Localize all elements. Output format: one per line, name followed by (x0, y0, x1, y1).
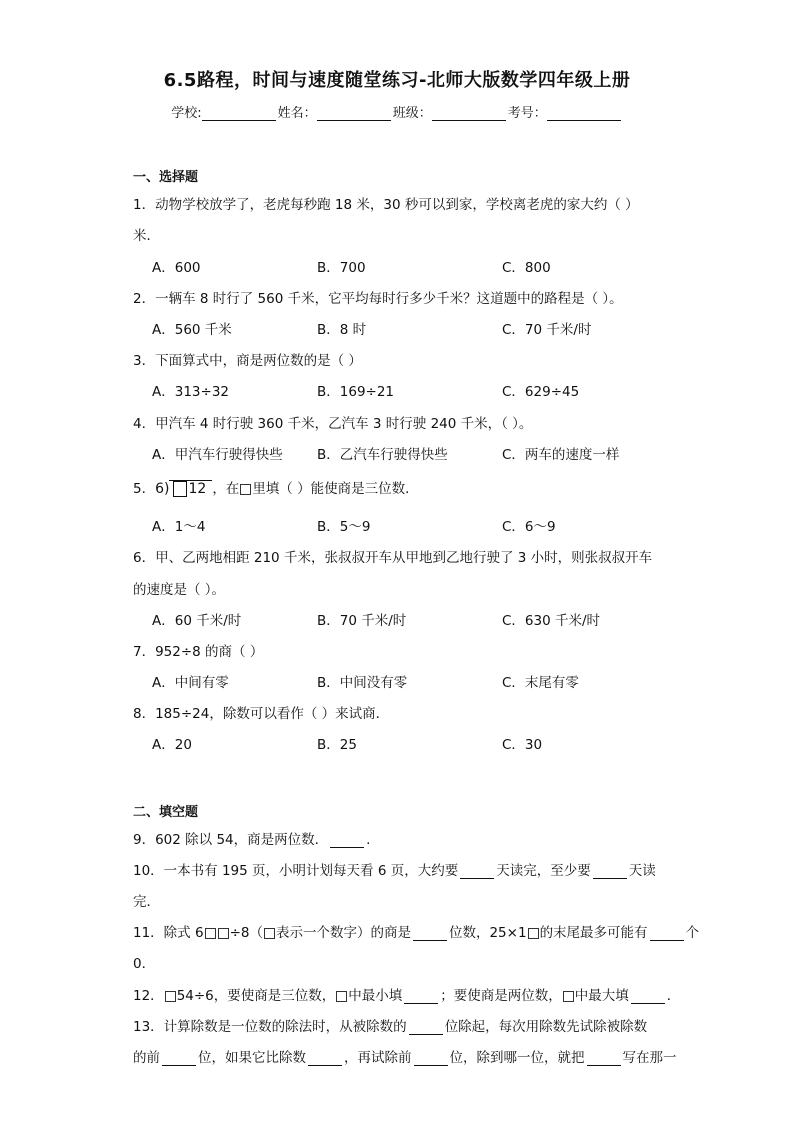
question-10-part-c: 天读 (628, 863, 656, 879)
question-1-text: 1．动物学校放学了，老虎每秒跑 18 米，30 秒可以到家，学校离老虎的家大约（ ） (133, 197, 639, 213)
question-8-text: 8．185÷24，除数可以看作（ ）来试商． (133, 706, 390, 722)
question-5-text (133, 477, 419, 497)
question-10-part-a: 10．一本书有 195 页，小明计划每天看 6 页，大约要 (133, 863, 459, 879)
question-5-text-b: 里填（ ）能使商是三位数． (252, 481, 419, 497)
question-11-part-f: 个 (685, 925, 700, 941)
question-11-part-e: 的末尾最多可能有 (539, 925, 648, 941)
answer-blank[interactable] (460, 864, 494, 879)
question-7-text: 7．952÷8 的商（ ） (133, 644, 264, 660)
answer-blank[interactable] (593, 864, 627, 879)
square-placeholder (528, 928, 539, 939)
long-division-symbol: 6) 12 (155, 481, 212, 497)
question-13-text (133, 1015, 647, 1035)
name-blank[interactable] (317, 106, 391, 121)
option-a[interactable]: A．313÷32 (152, 384, 229, 400)
digit-box (173, 481, 187, 497)
class-label: 班级： (392, 106, 432, 121)
question-12-part-a: 12． (133, 988, 164, 1004)
student-info-line (0, 102, 794, 121)
question-12-part-d: ；要使商是两位数， (440, 988, 562, 1004)
option-c[interactable]: C．30 (502, 737, 543, 753)
question-13-part-e: ，再试除前 (344, 1050, 412, 1066)
question-11-part-d: 位数，25×1 (448, 925, 527, 941)
option-a[interactable]: A．中间有零 (152, 675, 229, 691)
answer-blank[interactable] (650, 926, 684, 941)
option-b[interactable]: B．70 千米/时 (317, 613, 407, 629)
square-placeholder (205, 928, 216, 939)
page-title: 6.5路程，时间与速度随堂练习-北师大版数学四年级上册 (163, 70, 631, 91)
answer-blank[interactable] (414, 1051, 448, 1066)
option-a[interactable]: A．600 (152, 260, 201, 276)
option-a[interactable]: A．20 (152, 737, 192, 753)
option-c[interactable]: C．629÷45 (502, 384, 580, 400)
option-c[interactable]: C．70 千米/时 (502, 322, 592, 338)
question-1-text-cont: 米． (133, 228, 160, 244)
option-b[interactable]: B．8 时 (317, 322, 367, 338)
question-9-text (133, 828, 370, 848)
section-heading-choice: 一、选择题 (133, 170, 199, 185)
question-13-part-c: 的前 (133, 1050, 160, 1066)
question-3-text: 3．下面算式中，商是两位数的是（ ） (133, 353, 362, 369)
question-13-part-a: 13．计算除数是一位数的除法时，从被除数的 (133, 1019, 407, 1035)
option-a[interactable]: A．560 千米 (152, 322, 232, 338)
option-a[interactable]: A．甲汽车行驶得快些 (152, 447, 283, 463)
option-a[interactable]: A．60 千米/时 (152, 613, 242, 629)
question-12-part-f: ． (666, 988, 681, 1004)
school-label: 学校: (171, 106, 202, 121)
number-label: 考号： (507, 106, 547, 121)
option-c[interactable]: C．末尾有零 (502, 675, 579, 691)
question-6-text: 6．甲、乙两地相距 210 千米，张叔叔开车从甲地到乙地行驶了 3 小时，则张叔叔开车 (133, 550, 653, 566)
square-placeholder (165, 991, 176, 1002)
question-13-part-b: 位除起，每次用除数先试除被除数 (444, 1019, 648, 1035)
question-11-text-cont: 0． (133, 956, 156, 972)
option-a[interactable]: A．1～4 (152, 519, 206, 535)
option-c[interactable]: C．两车的速度一样 (502, 447, 620, 463)
option-c[interactable]: C．6～9 (502, 519, 556, 535)
question-4-text: 4．甲汽车 4 时行驶 360 千米，乙汽车 3 时行驶 240 千米，（ ）。 (133, 416, 533, 432)
question-12-text (133, 984, 680, 1004)
question-5-text-a: ，在 (212, 481, 240, 497)
question-11-part-c: 表示一个数字）的商是 (275, 925, 411, 941)
question-9-end: . (366, 832, 371, 848)
answer-blank[interactable] (587, 1051, 621, 1066)
answer-blank[interactable] (308, 1051, 342, 1066)
option-b[interactable]: B．5～9 (317, 519, 371, 535)
school-blank[interactable] (202, 106, 276, 121)
question-10-text (133, 859, 656, 879)
question-9-stem: 9．602 除以 54，商是两位数． (133, 832, 329, 848)
option-c[interactable]: C．800 (502, 260, 551, 276)
question-13-part-f: 位，除到哪一位，就把 (449, 1050, 585, 1066)
answer-blank[interactable] (413, 926, 447, 941)
option-c[interactable]: C．630 千米/时 (502, 613, 601, 629)
question-13-part-d: 位，如果它比除数 (198, 1050, 306, 1066)
question-11-text (133, 921, 699, 941)
option-b[interactable]: B．25 (317, 737, 357, 753)
question-12-part-b: 54÷6，要使商是三位数， (176, 988, 336, 1004)
answer-blank[interactable] (404, 989, 438, 1004)
question-6-text-cont: 的速度是（ ）。 (133, 582, 226, 598)
number-blank[interactable] (547, 106, 621, 121)
question-13-part-g: 写在那一 (622, 1050, 677, 1066)
question-11-part-b: ÷8（ (229, 925, 263, 941)
option-b[interactable]: B．700 (317, 260, 366, 276)
square-placeholder (218, 928, 229, 939)
question-number: 5． (133, 481, 156, 497)
question-11-part-a: 11．除式 6 (133, 925, 204, 941)
question-10-part-b: 天读完，至少要 (496, 863, 591, 879)
question-12-part-c: 中最小填 (348, 988, 403, 1004)
question-10-text-cont: 完． (133, 894, 160, 910)
answer-blank[interactable] (330, 833, 364, 848)
answer-blank[interactable] (162, 1051, 196, 1066)
answer-blank[interactable] (409, 1020, 443, 1035)
divisor: 6 (155, 481, 165, 497)
question-12-part-e: 中最大填 (574, 988, 629, 1004)
option-b[interactable]: B．中间没有零 (317, 675, 408, 691)
question-13-text-cont (133, 1046, 677, 1066)
square-placeholder (240, 484, 251, 495)
option-b[interactable]: B．乙汽车行驶得快些 (317, 447, 448, 463)
square-placeholder (336, 991, 347, 1002)
square-placeholder (563, 991, 574, 1002)
name-label: 姓名： (277, 106, 317, 121)
option-b[interactable]: B．169÷21 (317, 384, 395, 400)
section-heading-fill: 二、填空题 (133, 805, 199, 820)
dividend-digits: 12 (188, 481, 207, 497)
answer-blank[interactable] (631, 989, 665, 1004)
square-placeholder (264, 928, 275, 939)
class-blank[interactable] (432, 106, 506, 121)
question-2-text: 2．一辆车 8 时行了 560 千米，它平均每时行多少千米？这道题中的路程是（ ）。 (133, 291, 623, 307)
